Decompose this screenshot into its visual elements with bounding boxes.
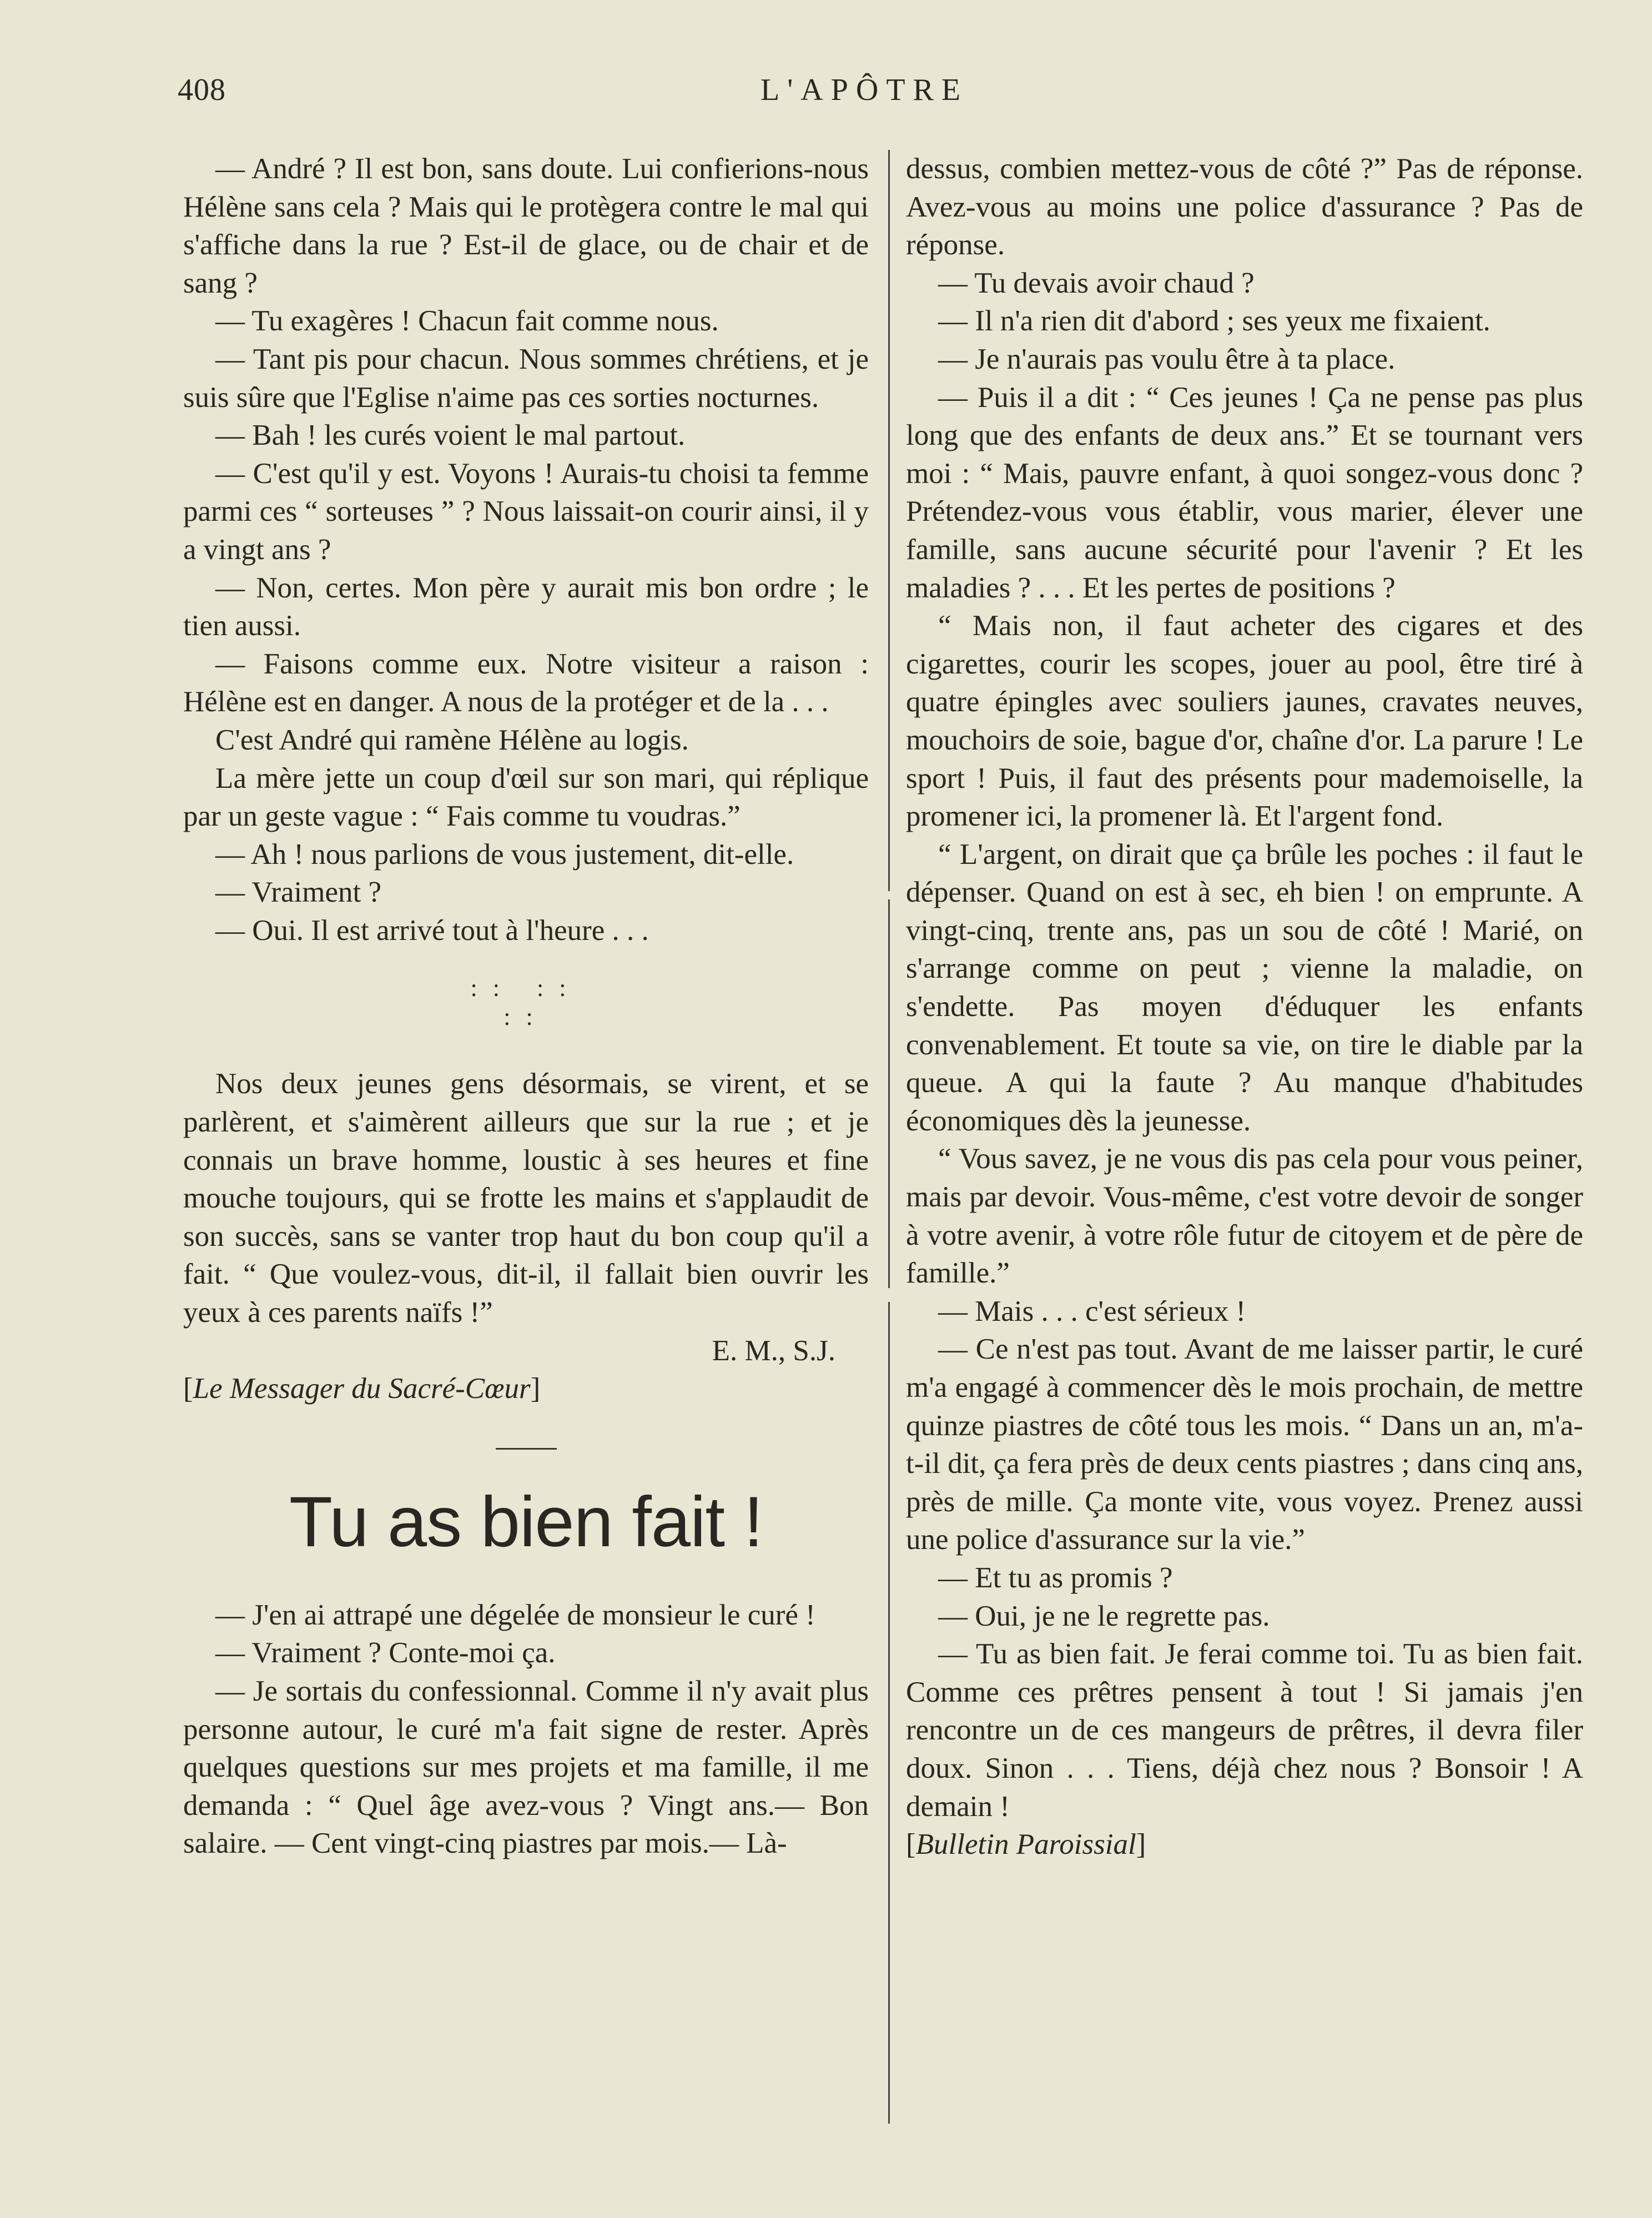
author-signature: E. M., S.J. <box>712 1334 835 1367</box>
paragraph: “ L'argent, on dirait que ça brûle les poches : il faut le dépenser. Quand on est à sec, eh bien ! on emprunte. A vingt-cinq, trente ans, pas un sou de côté ! Marié, on s'arrange comme on peut ; vienne la maladie, on s'endette. Pas moyen d'éduquer les enfants convenablement. Et toute sa vie, on tire le diable par la queue. A qui la faute ? Au manque d'habitudes économiques dès la jeunesse. <box>906 838 1583 1137</box>
paragraph: — Et tu as promis ? <box>938 1561 1173 1594</box>
section-ornament <box>183 974 869 1032</box>
paragraph: — Ce n'est pas tout. Avant de me laisser partir, le curé m'a engagé à commencer dès le mois prochain, de mettre quinze piastres de côté tous les mois. “ Dans un an, m'a-t-il dit, ça fera près de deux cents piastres ; dans cinq ans, près de mille. Ça monte vite, vous voyez. Prenez aussi une police d'assurance sur la vie.” <box>906 1333 1583 1556</box>
ornament-bottom: :: <box>503 1003 548 1031</box>
ornament-top: :: :: <box>470 974 582 1002</box>
paragraph: — Vraiment ? <box>215 876 382 909</box>
paragraph: — Faisons comme eux. Notre visiteur a raison : Hélène est en danger. A nous de la protéger et de la . . . <box>183 647 869 718</box>
paragraph: — Il n'a rien dit d'abord ; ses yeux me fixaient. <box>938 305 1490 338</box>
paragraph: — Tu devais avoir chaud ? <box>938 266 1255 299</box>
source-citation: [Bulletin Paroissial] <box>906 1828 1146 1861</box>
paragraph: — Tu exagères ! Chacun fait comme nous. <box>215 305 719 338</box>
paragraph: — Puis il a dit : “ Ces jeunes ! Ça ne pense pas plus long que des enfants de deux ans.” Et se tournant vers moi : “ Mais, pauvre enfant, à quoi songez-vous donc ? Prétendez-vous vous établir, vous marier, élever une famille, sans aucune sécurité pour l'avenir ? Et les maladies ? . . . Et les pertes de positions ? <box>906 381 1583 604</box>
page-header <box>178 72 1582 117</box>
column-divider <box>888 150 890 891</box>
paragraph: — Tant pis pour chacun. Nous sommes chrétiens, et je suis sûre que l'Eglise n'aime pas ces sorties nocturnes. <box>183 343 869 414</box>
column-divider <box>888 1302 890 2124</box>
paragraph: — Mais . . . c'est sérieux ! <box>938 1295 1246 1327</box>
paragraph: Nos deux jeunes gens désormais, se virent, et se parlèrent, et s'aimèrent ailleurs que sur la rue ; et je connais un brave homme, loustic à ses heures et fine mouche toujours, qui se frotte les mains et s'applaudit de son succès, sans se vanter trop haut du bon coup qu'il a fait. “ Que voulez-vous, dit-il, il fallait bien ouvrir les yeux à ces parents naïfs !” <box>183 1068 869 1329</box>
source-title: Le Messager du Sacré-Cœur <box>193 1372 531 1405</box>
paragraph: — Je n'aurais pas voulu être à ta place. <box>938 343 1396 375</box>
paragraph: La mère jette un coup d'œil sur son mari, qui réplique par un geste vague : “ Fais comme tu voudras.” <box>183 762 869 833</box>
paragraph: — C'est qu'il y est. Voyons ! Aurais-tu choisi ta femme parmi ces “ sorteuses ” ? Nous laissait-on courir ainsi, il y a vingt ans ? <box>183 457 869 566</box>
paragraph: — André ? Il est bon, sans doute. Lui confierions-nous Hélène sans cela ? Mais qui le protègera contre le mal qui s'affiche dans la rue ? Est-il de glace, ou de chair et de sang ? <box>183 153 869 299</box>
paragraph: — Oui, je ne le regrette pas. <box>938 1600 1270 1632</box>
running-title: L'APÔTRE <box>760 73 969 107</box>
paragraph: — Oui. Il est arrivé tout à l'heure . . . <box>215 914 649 947</box>
paragraph: dessus, combien mettez-vous de côté ?” Pas de réponse. Avez-vous au moins une police d'assurance ? Pas de réponse. <box>906 153 1583 261</box>
paragraph: — Je sortais du confessionnal. Comme il n'y avait plus personne autour, le curé m'a fait signe de rester. Après quelques questions sur mes projets et ma famille, il me demanda : “ Quel âge avez-vous ? Vingt ans.— Bon salaire. — Cent vingt-cinq piastres par mois.— Là- <box>183 1675 869 1860</box>
paragraph: “ Mais non, il faut acheter des cigares et des cigarettes, courir les scopes, jouer au pool, être tiré à quatre épingles avec souliers jaunes, cravates neuves, mouchoirs de soie, bague d'or, chaîne d'or. La parure ! Le sport ! Puis, il faut des présents pour mademoiselle, la promener ici, la promener là. Et l'argent fond. <box>906 610 1583 833</box>
column-divider <box>888 899 890 1288</box>
source-title: Bulletin Paroissial <box>915 1828 1136 1861</box>
section-rule <box>496 1448 557 1450</box>
paragraph: “ Vous savez, je ne vous dis pas cela pour vous peiner, mais par devoir. Vous-même, c'est votre devoir de songer à votre avenir, à votre rôle futur de citoyem et de père de famille.” <box>906 1143 1583 1290</box>
source-citation: [Le Messager du Sacré-Cœur] <box>183 1372 541 1405</box>
paragraph: — Non, certes. Mon père y aurait mis bon ordre ; le tien aussi. <box>183 571 869 642</box>
paragraph: — Tu as bien fait. Je ferai comme toi. Tu as bien fait. Comme ces prêtres pensent à tout ! Si jamais j'en rencontre un de ces mangeurs de prêtres, il devra filer doux. Sinon . . . Tiens, déjà chez nous ? Bonsoir ! A demain ! <box>906 1638 1583 1823</box>
paragraph: — Vraiment ? Conte-moi ça. <box>215 1637 556 1669</box>
paragraph: — Ah ! nous parlions de vous justement, dit-elle. <box>215 838 794 871</box>
left-column <box>183 150 869 1863</box>
page-number: 408 <box>178 73 226 107</box>
paragraph: C'est André qui ramène Hélène au logis. <box>215 723 689 756</box>
paragraph: — J'en ai attrapé une dégelée de monsieur le curé ! <box>215 1598 815 1631</box>
article-title: Tu as bien fait ! <box>289 1482 763 1562</box>
paragraph: — Bah ! les curés voient le mal partout. <box>215 419 686 452</box>
right-column <box>906 150 1583 1864</box>
